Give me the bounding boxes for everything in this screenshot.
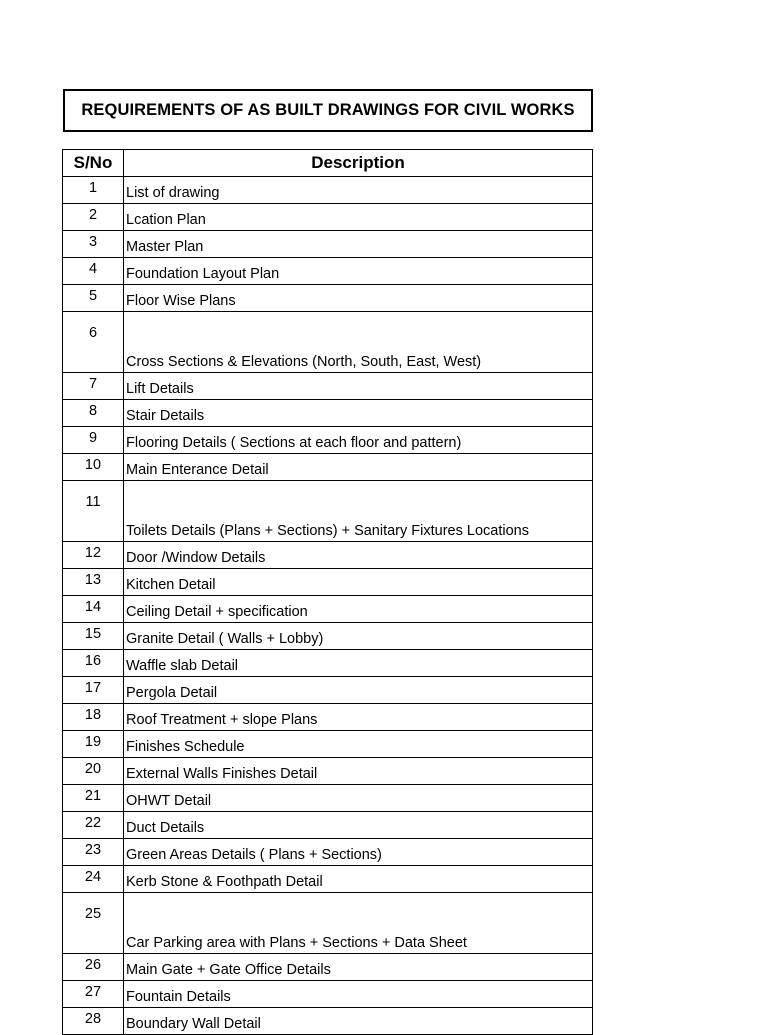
description-cell: Stair Details bbox=[124, 400, 593, 427]
description-cell: Door /Window Details bbox=[124, 542, 593, 569]
serial-number-cell: 9 bbox=[63, 427, 124, 454]
description-cell: Toilets Details (Plans + Sections) + Sanitary Fixtures Locations bbox=[124, 481, 593, 542]
table-row bbox=[63, 981, 593, 1008]
table-row bbox=[63, 258, 593, 285]
description-cell: Roof Treatment + slope Plans bbox=[124, 704, 593, 731]
description-cell: Floor Wise Plans bbox=[124, 285, 593, 312]
table-row bbox=[63, 285, 593, 312]
serial-number-cell: 12 bbox=[63, 542, 124, 569]
description-cell: Boundary Wall Detail bbox=[124, 1008, 593, 1035]
table-row bbox=[63, 650, 593, 677]
description-cell: Finishes Schedule bbox=[124, 731, 593, 758]
serial-number-cell: 11 bbox=[63, 481, 124, 542]
table-row bbox=[63, 677, 593, 704]
serial-number-cell: 15 bbox=[63, 623, 124, 650]
description-cell: External Walls Finishes Detail bbox=[124, 758, 593, 785]
description-cell: Fountain Details bbox=[124, 981, 593, 1008]
serial-number-cell: 19 bbox=[63, 731, 124, 758]
serial-number-cell: 13 bbox=[63, 569, 124, 596]
column-header-description: Description bbox=[124, 150, 593, 177]
table-row bbox=[63, 812, 593, 839]
table-row bbox=[63, 596, 593, 623]
serial-number-cell: 4 bbox=[63, 258, 124, 285]
serial-number-cell: 3 bbox=[63, 231, 124, 258]
serial-number-cell: 17 bbox=[63, 677, 124, 704]
serial-number-cell: 22 bbox=[63, 812, 124, 839]
serial-number-cell: 5 bbox=[63, 285, 124, 312]
description-cell: Main Gate + Gate Office Details bbox=[124, 954, 593, 981]
serial-number-cell: 7 bbox=[63, 373, 124, 400]
column-header-sno: S/No bbox=[63, 150, 124, 177]
description-cell: Waffle slab Detail bbox=[124, 650, 593, 677]
table-row bbox=[63, 177, 593, 204]
serial-number-cell: 10 bbox=[63, 454, 124, 481]
table-row bbox=[63, 373, 593, 400]
serial-number-cell: 18 bbox=[63, 704, 124, 731]
requirements-table bbox=[62, 149, 593, 1035]
header-row bbox=[63, 150, 593, 177]
table-row bbox=[63, 954, 593, 981]
table-row bbox=[63, 569, 593, 596]
serial-number-cell: 26 bbox=[63, 954, 124, 981]
table-row bbox=[63, 785, 593, 812]
serial-number-cell: 28 bbox=[63, 1008, 124, 1035]
description-cell: List of drawing bbox=[124, 177, 593, 204]
table-row bbox=[63, 1008, 593, 1035]
description-cell: Flooring Details ( Sections at each floor and pattern) bbox=[124, 427, 593, 454]
serial-number-cell: 16 bbox=[63, 650, 124, 677]
table-row bbox=[63, 427, 593, 454]
description-cell: Lcation Plan bbox=[124, 204, 593, 231]
table-row bbox=[63, 400, 593, 427]
serial-number-cell: 1 bbox=[63, 177, 124, 204]
description-cell: Car Parking area with Plans + Sections + Data Sheet bbox=[124, 893, 593, 954]
serial-number-cell: 24 bbox=[63, 866, 124, 893]
table-row bbox=[63, 231, 593, 258]
table-row bbox=[63, 204, 593, 231]
table-row bbox=[63, 542, 593, 569]
description-cell: Ceiling Detail + specification bbox=[124, 596, 593, 623]
document-title: REQUIREMENTS OF AS BUILT DRAWINGS FOR CIVIL WORKS bbox=[63, 89, 593, 132]
description-cell: Kerb Stone & Foothpath Detail bbox=[124, 866, 593, 893]
description-cell: Green Areas Details ( Plans + Sections) bbox=[124, 839, 593, 866]
serial-number-cell: 20 bbox=[63, 758, 124, 785]
table-row bbox=[63, 758, 593, 785]
table-row bbox=[63, 481, 593, 542]
description-cell: Kitchen Detail bbox=[124, 569, 593, 596]
description-cell: Cross Sections & Elevations (North, South, East, West) bbox=[124, 312, 593, 373]
table-row bbox=[63, 704, 593, 731]
serial-number-cell: 2 bbox=[63, 204, 124, 231]
table-row bbox=[63, 839, 593, 866]
serial-number-cell: 27 bbox=[63, 981, 124, 1008]
description-cell: Granite Detail ( Walls + Lobby) bbox=[124, 623, 593, 650]
serial-number-cell: 25 bbox=[63, 893, 124, 954]
table-row bbox=[63, 893, 593, 954]
table-row bbox=[63, 454, 593, 481]
description-cell: Pergola Detail bbox=[124, 677, 593, 704]
serial-number-cell: 21 bbox=[63, 785, 124, 812]
description-cell: Master Plan bbox=[124, 231, 593, 258]
table-row bbox=[63, 312, 593, 373]
table-row bbox=[63, 731, 593, 758]
description-cell: Lift Details bbox=[124, 373, 593, 400]
description-cell: Foundation Layout Plan bbox=[124, 258, 593, 285]
serial-number-cell: 14 bbox=[63, 596, 124, 623]
serial-number-cell: 23 bbox=[63, 839, 124, 866]
serial-number-cell: 6 bbox=[63, 312, 124, 373]
description-cell: OHWT Detail bbox=[124, 785, 593, 812]
description-cell: Duct Details bbox=[124, 812, 593, 839]
table-row bbox=[63, 623, 593, 650]
table-row bbox=[63, 866, 593, 893]
table-body bbox=[63, 177, 593, 1035]
table-header bbox=[63, 150, 593, 177]
description-cell: Main Enterance Detail bbox=[124, 454, 593, 481]
serial-number-cell: 8 bbox=[63, 400, 124, 427]
